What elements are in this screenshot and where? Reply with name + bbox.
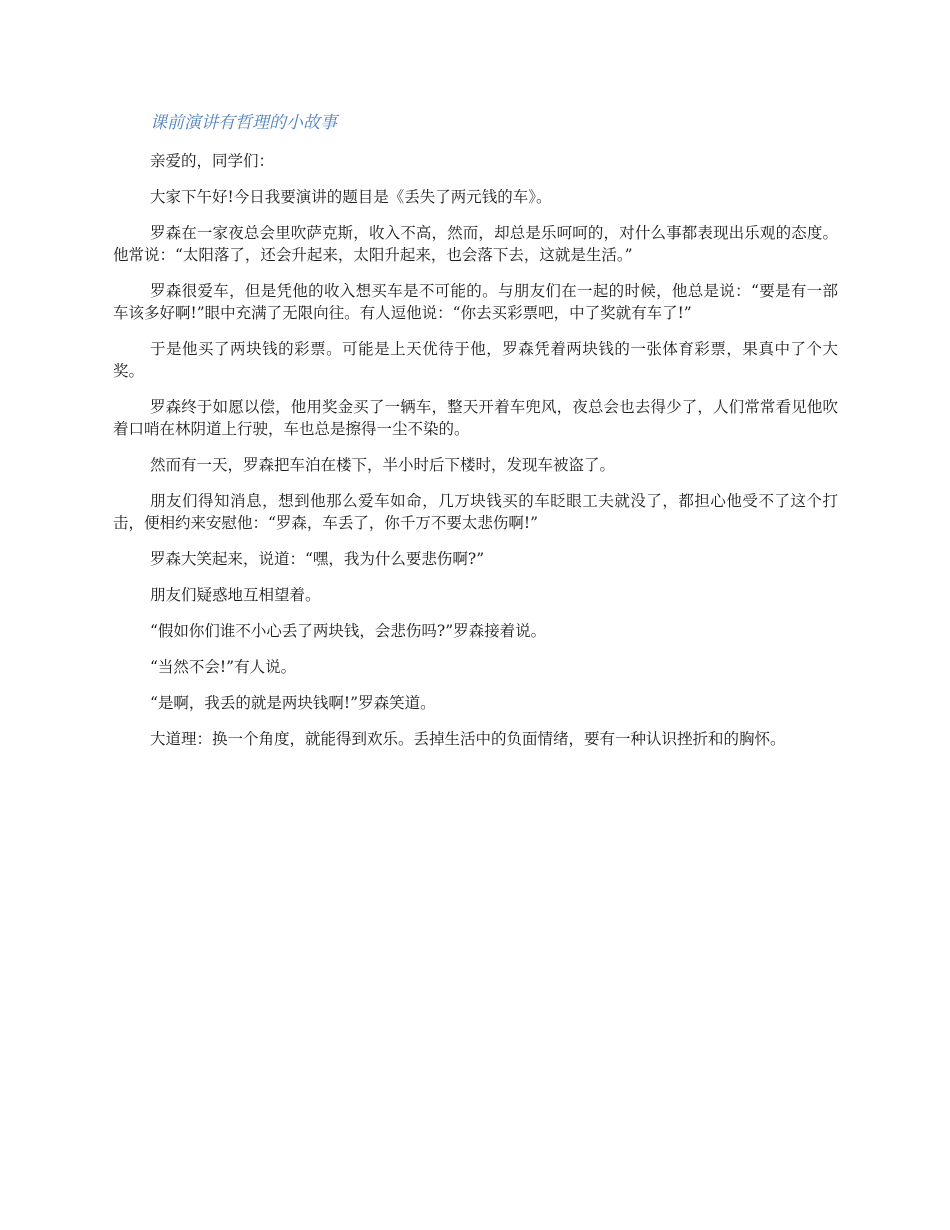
paragraph-greeting: 大家下午好!今日我要演讲的题目是《丢失了两元钱的车》。 bbox=[150, 188, 552, 206]
paragraph: 然而有一天，罗森把车泊在楼下，半小时后下楼时，发现车被盗了。 bbox=[150, 456, 616, 474]
paragraph: 罗森大笑起来，说道：“嘿，我为什么要悲伤啊?” bbox=[150, 550, 485, 568]
paragraph-moral: 大道理：换一个角度，就能得到欢乐。丢掉生活中的负面情绪，要有一种认识挫折和的胸怀。 bbox=[150, 730, 786, 748]
paragraph-salutation: 亲爱的，同学们： bbox=[150, 152, 275, 170]
paragraph: 罗森终于如愿以偿，他用奖金买了一辆车，整天开着车兜风，夜总会也去得少了，人们常常看见他吹着口哨在林阴道上行驶，车也总是擦得一尘不染的。 bbox=[113, 398, 838, 438]
paragraph: “是啊，我丢的就是两块钱啊!”罗森笑道。 bbox=[150, 694, 436, 712]
paragraph: 罗森在一家夜总会里吹萨克斯，收入不高，然而，却总是乐呵呵的，对什么事都表现出乐观的态度。他常说：“太阳落了，还会升起来，太阳升起来，也会落下去，这就是生活。” bbox=[113, 224, 838, 264]
paragraph: “当然不会!”有人说。 bbox=[150, 658, 297, 676]
paragraph: 于是他买了两块钱的彩票。可能是上天优待于他，罗森凭着两块钱的一张体育彩票，果真中了个大奖。 bbox=[113, 340, 838, 380]
paragraph: “假如你们谁不小心丢了两块钱，会悲伤吗?”罗森接着说。 bbox=[150, 622, 547, 640]
paragraph: 朋友们得知消息，想到他那么爱车如命，几万块钱买的车眨眼工夫就没了，都担心他受不了这个打击，便相约来安慰他：“罗森，车丢了，你千万不要太悲伤啊!” bbox=[113, 492, 838, 532]
document-title: 课前演讲有哲理的小故事 bbox=[150, 113, 337, 133]
paragraph: 罗森很爱车，但是凭他的收入想买车是不可能的。与朋友们在一起的时候，他总是说：“要是有一部车该多好啊!”眼中充满了无限向往。有人逗他说：“你去买彩票吧，中了奖就有车了!” bbox=[113, 282, 838, 322]
document-body bbox=[113, 112, 838, 764]
paragraph: 朋友们疑惑地互相望着。 bbox=[150, 586, 321, 604]
